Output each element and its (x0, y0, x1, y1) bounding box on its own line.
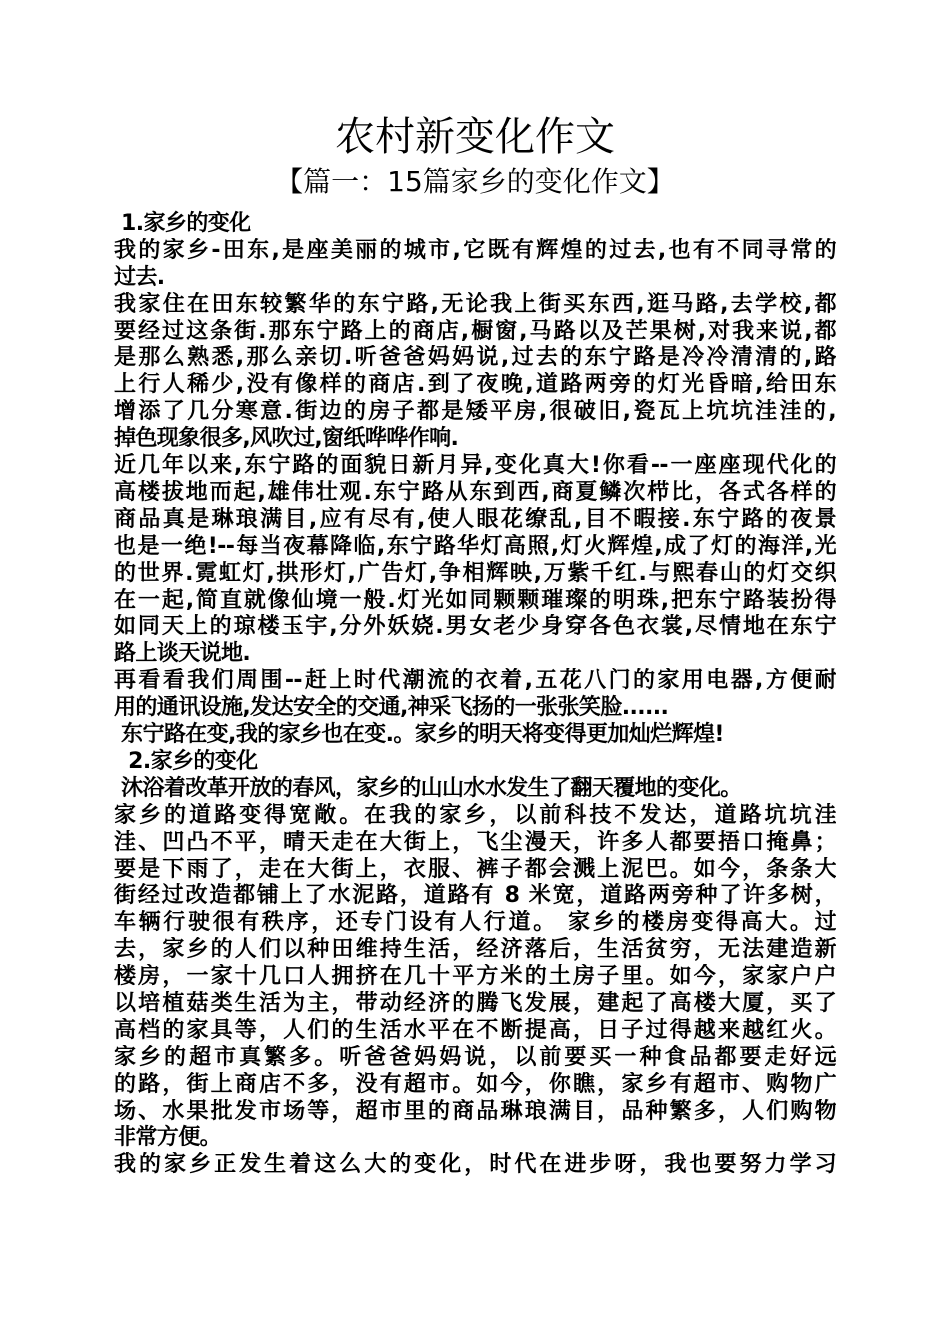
text-line: 过去. (114, 264, 165, 290)
text-line: 的路，街上商店不多，没有超市。如今，你瞧，家乡有超市、购物广 (114, 1071, 836, 1097)
text-line: 非常方便。 (114, 1125, 222, 1151)
text-line: 在一起,简直就像仙境一般.灯光如同颗颗璀璨的明珠,把东宁路装扮得 (114, 587, 836, 613)
text-line: 2.家乡的变化 (114, 748, 258, 774)
text-line: 的世界.霓虹灯,拱形灯,广告灯,争相辉映,万紫千红.与熙春山的灯交织 (114, 560, 836, 586)
text-line: 如同天上的琼楼玉宇,分外妖娆.男女老少身穿各色衣裳,尽情地在东宁 (114, 614, 836, 640)
text-line: 近几年以来,东宁路的面貌日新月异,变化真大!你看--一座座现代化的 (114, 453, 836, 479)
text-line: 1.家乡的变化 (114, 211, 251, 236)
text-line: 洼、凹凸不平，晴天走在大街上，飞尘漫天，许多人都要捂口掩鼻； (114, 829, 836, 855)
text-line: 车辆行驶很有秩序，还专门设有人行道。 家乡的楼房变得高大。过 (114, 910, 836, 936)
text-line: 楼房，一家十几口人拥挤在几十平方米的土房子里。如今，家家户户 (114, 964, 836, 990)
text-line: 高楼拔地而起,雄伟壮观.东宁路从东到西,商夏鳞次栉比，各式各样的 (114, 479, 836, 505)
text-line: 再看看我们周围--赶上时代潮流的衣着,五花八门的家用电器,方便耐 (114, 668, 836, 694)
text-line: 我的家乡-田东,是座美丽的城市,它既有辉煌的过去,也有不同寻常的 (114, 237, 836, 263)
text-line: 路上谈天说地. (114, 641, 251, 667)
text-line: 去，家乡的人们以种田维持生活，经济落后，生活贫穷，无法建造新 (114, 937, 836, 963)
text-line: 我的家乡正发生着这么大的变化，时代在进步呀，我也要努力学习 (114, 1152, 836, 1178)
text-line: 商品真是琳琅满目,应有尽有,使人眼花缭乱,目不暇接.东宁路的夜景 (114, 506, 836, 532)
text-line: 东宁路在变,我的家乡也在变.。家乡的明天将变得更加灿烂辉煌! (114, 722, 724, 747)
text-line: 家乡的超市真繁多。听爸爸妈妈说，以前要买一种食品都要走好远 (114, 1044, 836, 1070)
text-line: 场、水果批发市场等，超市里的商品琳琅满目，品种繁多，人们购物 (114, 1098, 836, 1124)
text-line: 也是一绝!--每当夜幕降临,东宁路华灯高照,灯火辉煌,成了灯的海洋,光 (114, 533, 836, 559)
text-line: 家乡的道路变得宽敞。在我的家乡，以前科技不发达，道路坑坑洼 (114, 802, 836, 828)
text-line: 高档的家具等，人们的生活水平在不断提高，日子过得越来越红火。 (114, 1017, 836, 1043)
text-line: 增添了几分寒意.街边的房子都是矮平房,很破旧,瓷瓦上坑坑洼洼的, (114, 399, 836, 425)
essay-body (114, 211, 836, 1179)
text-line: 沐浴着改革开放的春风，家乡的山山水水发生了翻天覆地的变化。 (114, 775, 742, 801)
text-line: 掉色现象很多,风吹过,窗纸哗哗作响. (114, 426, 459, 452)
text-line: 街经过改造都铺上了水泥路，道路有 8 米宽，道路两旁种了许多树， (114, 883, 836, 909)
text-line: 是那么熟悉,那么亲切.听爸爸妈妈说,过去的东宁路是冷冷清清的,路 (114, 345, 836, 371)
document-subtitle: 【篇一：15篇家乡的变化作文】 (275, 165, 675, 198)
text-line: 用的通讯设施,发达安全的交通,神采飞扬的一张张笑脸...... (114, 695, 669, 721)
text-line: 我家住在田东较繁华的东宁路,无论我上街买东西,逛马路,去学校,都 (114, 291, 836, 317)
document-title: 农村新变化作文 (335, 114, 615, 160)
text-line: 以培植菇类生活为主，带动经济的腾飞发展，建起了高楼大厦，买了 (114, 990, 836, 1016)
text-line: 要是下雨了，走在大街上，衣服、裤子都会溅上泥巴。如今，条条大 (114, 856, 836, 882)
text-line: 上行人稀少,没有像样的商店.到了夜晚,道路两旁的灯光昏暗,给田东 (114, 372, 836, 398)
text-line: 要经过这条街.那东宁路上的商店,橱窗,马路以及芒果树,对我来说,都 (114, 318, 836, 344)
